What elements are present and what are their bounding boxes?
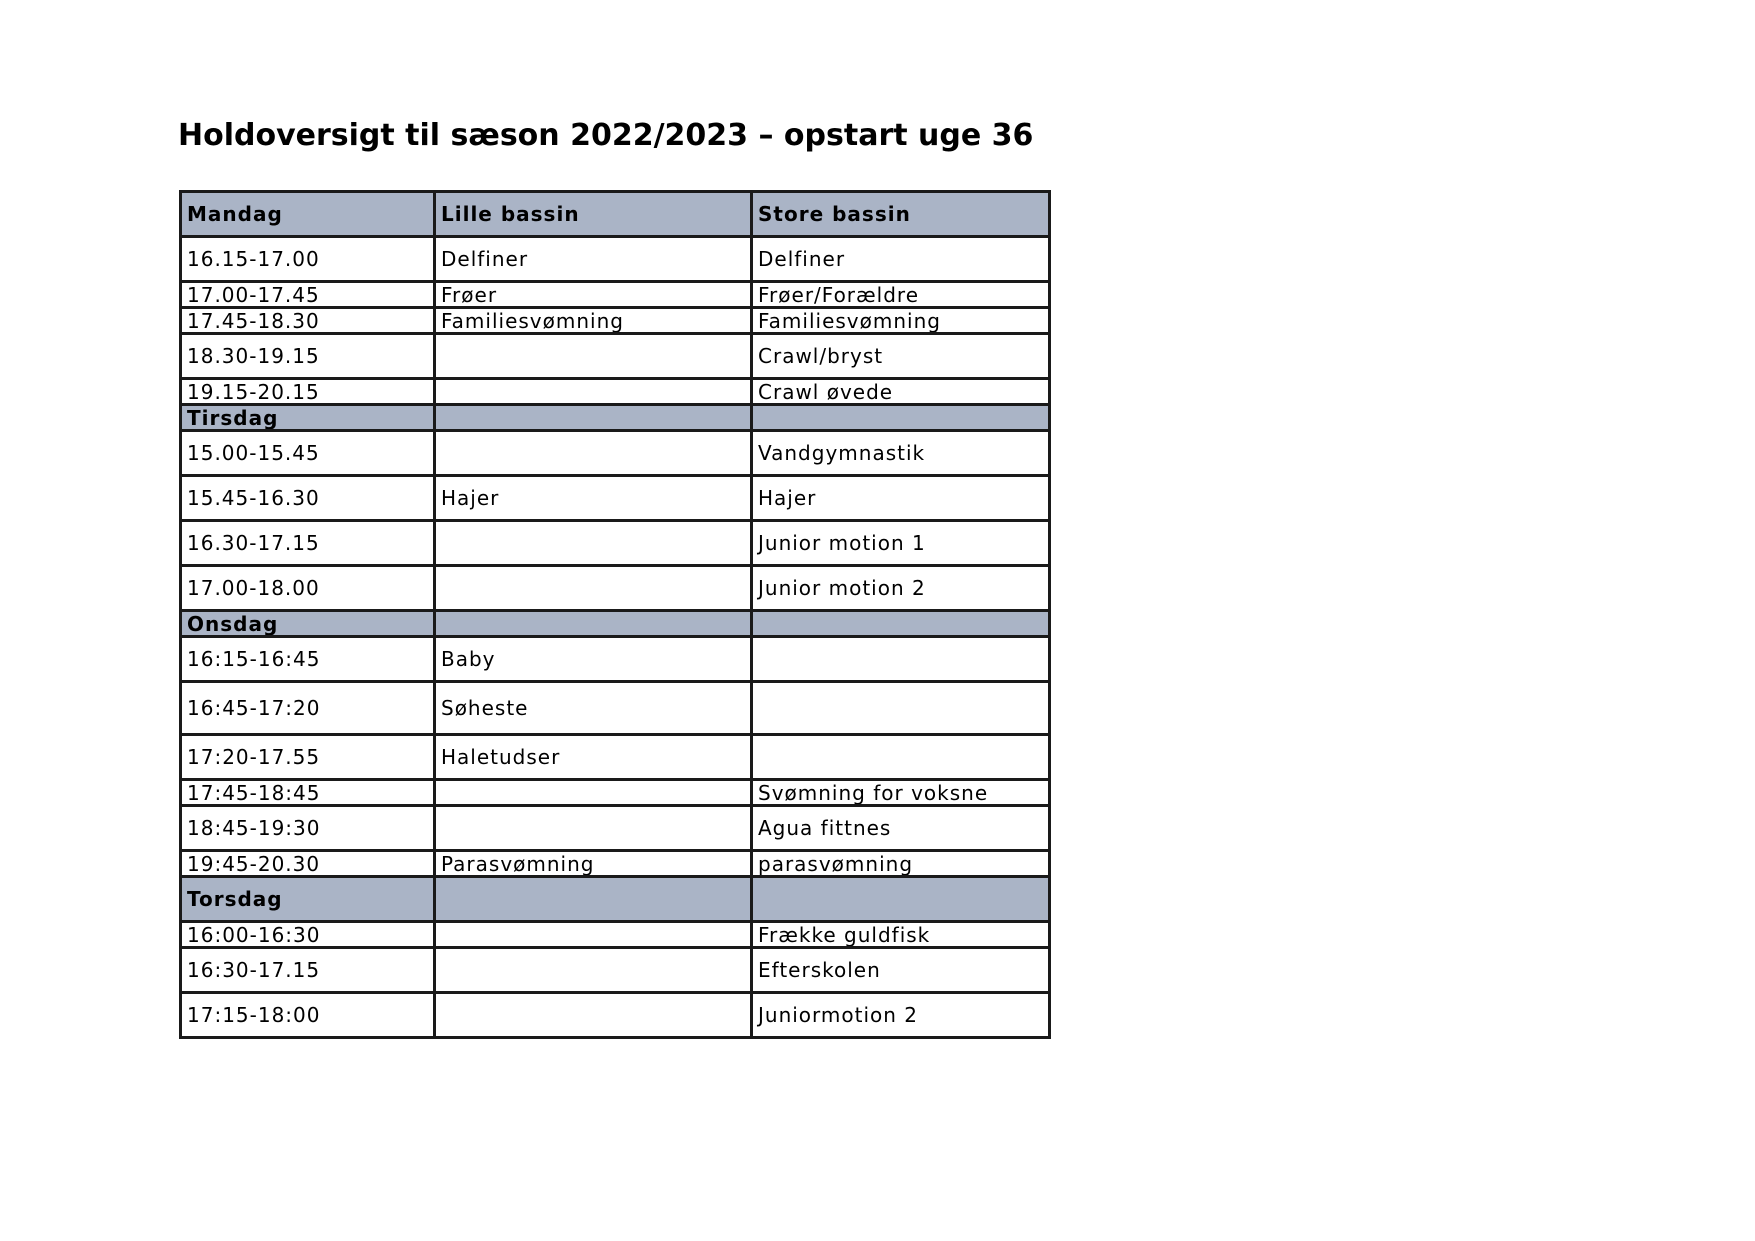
- lille-bassin-cell: [435, 780, 752, 806]
- store-bassin-cell: Vandgymnastik: [752, 431, 1050, 476]
- store-bassin-cell: [752, 682, 1050, 735]
- table-row: [181, 682, 1050, 735]
- lille-bassin-cell: Hajer: [435, 476, 752, 521]
- day-header-row: [181, 611, 1050, 637]
- store-bassin-cell: Junior motion 1: [752, 521, 1050, 566]
- time-cell: 17:20-17.55: [181, 735, 435, 780]
- table-row: [181, 476, 1050, 521]
- table-row: [181, 922, 1050, 948]
- lille-bassin-cell: Familiesvømning: [435, 308, 752, 334]
- table-row: [181, 806, 1050, 851]
- store-bassin-cell: [752, 735, 1050, 780]
- empty-header-cell: [435, 405, 752, 431]
- store-bassin-cell: Efterskolen: [752, 948, 1050, 993]
- header-row: [181, 192, 1050, 237]
- empty-header-cell: [752, 877, 1050, 922]
- store-bassin-cell: Delfiner: [752, 237, 1050, 282]
- store-bassin-cell: Crawl øvede: [752, 379, 1050, 405]
- day-header-torsdag: Torsdag: [181, 877, 435, 922]
- time-cell: 16.15-17.00: [181, 237, 435, 282]
- store-bassin-cell: Svømning for voksne: [752, 780, 1050, 806]
- lille-bassin-cell: Baby: [435, 637, 752, 682]
- table-row: [181, 521, 1050, 566]
- time-cell: 15.45-16.30: [181, 476, 435, 521]
- lille-bassin-cell: [435, 948, 752, 993]
- table-row: [181, 637, 1050, 682]
- schedule-table: [179, 190, 1051, 1039]
- store-bassin-cell: Crawl/bryst: [752, 334, 1050, 379]
- table-row: [181, 851, 1050, 877]
- store-bassin-cell: Agua fittnes: [752, 806, 1050, 851]
- table-row: [181, 237, 1050, 282]
- column-header-lille-bassin: Lille bassin: [435, 192, 752, 237]
- store-bassin-cell: Junior motion 2: [752, 566, 1050, 611]
- time-cell: 19.15-20.15: [181, 379, 435, 405]
- lille-bassin-cell: [435, 922, 752, 948]
- time-cell: 16.30-17.15: [181, 521, 435, 566]
- lille-bassin-cell: [435, 806, 752, 851]
- empty-header-cell: [435, 877, 752, 922]
- day-header-row: [181, 877, 1050, 922]
- table-row: [181, 431, 1050, 476]
- time-cell: 17:15-18:00: [181, 993, 435, 1038]
- lille-bassin-cell: Parasvømning: [435, 851, 752, 877]
- time-cell: 17.00-18.00: [181, 566, 435, 611]
- store-bassin-cell: Frøer/Forældre: [752, 282, 1050, 308]
- store-bassin-cell: Juniormotion 2: [752, 993, 1050, 1038]
- time-cell: 17.00-17.45: [181, 282, 435, 308]
- table-row: [181, 566, 1050, 611]
- table-row: [181, 993, 1050, 1038]
- time-cell: 16:30-17.15: [181, 948, 435, 993]
- store-bassin-cell: Familiesvømning: [752, 308, 1050, 334]
- table-row: [181, 334, 1050, 379]
- empty-header-cell: [752, 405, 1050, 431]
- time-cell: 15.00-15.45: [181, 431, 435, 476]
- time-cell: 18:45-19:30: [181, 806, 435, 851]
- lille-bassin-cell: [435, 521, 752, 566]
- lille-bassin-cell: Søheste: [435, 682, 752, 735]
- store-bassin-cell: Hajer: [752, 476, 1050, 521]
- store-bassin-cell: parasvømning: [752, 851, 1050, 877]
- lille-bassin-cell: [435, 379, 752, 405]
- lille-bassin-cell: [435, 334, 752, 379]
- day-header-mandag: Mandag: [181, 192, 435, 237]
- lille-bassin-cell: Haletudser: [435, 735, 752, 780]
- empty-header-cell: [435, 611, 752, 637]
- table-row: [181, 308, 1050, 334]
- store-bassin-cell: [752, 637, 1050, 682]
- lille-bassin-cell: [435, 431, 752, 476]
- column-header-store-bassin: Store bassin: [752, 192, 1050, 237]
- table-row: [181, 780, 1050, 806]
- time-cell: 19:45-20.30: [181, 851, 435, 877]
- table-row: [181, 379, 1050, 405]
- table-row: [181, 282, 1050, 308]
- lille-bassin-cell: [435, 566, 752, 611]
- lille-bassin-cell: [435, 993, 752, 1038]
- time-cell: 17.45-18.30: [181, 308, 435, 334]
- day-header-onsdag: Onsdag: [181, 611, 435, 637]
- table-row: [181, 948, 1050, 993]
- time-cell: 16:15-16:45: [181, 637, 435, 682]
- time-cell: 17:45-18:45: [181, 780, 435, 806]
- store-bassin-cell: Frække guldfisk: [752, 922, 1050, 948]
- page-title: Holdoversigt til sæson 2022/2023 – opstart uge 36: [178, 118, 1034, 153]
- day-header-row: [181, 405, 1050, 431]
- table-row: [181, 735, 1050, 780]
- day-header-tirsdag: Tirsdag: [181, 405, 435, 431]
- time-cell: 16:45-17:20: [181, 682, 435, 735]
- time-cell: 18.30-19.15: [181, 334, 435, 379]
- lille-bassin-cell: Delfiner: [435, 237, 752, 282]
- time-cell: 16:00-16:30: [181, 922, 435, 948]
- lille-bassin-cell: Frøer: [435, 282, 752, 308]
- empty-header-cell: [752, 611, 1050, 637]
